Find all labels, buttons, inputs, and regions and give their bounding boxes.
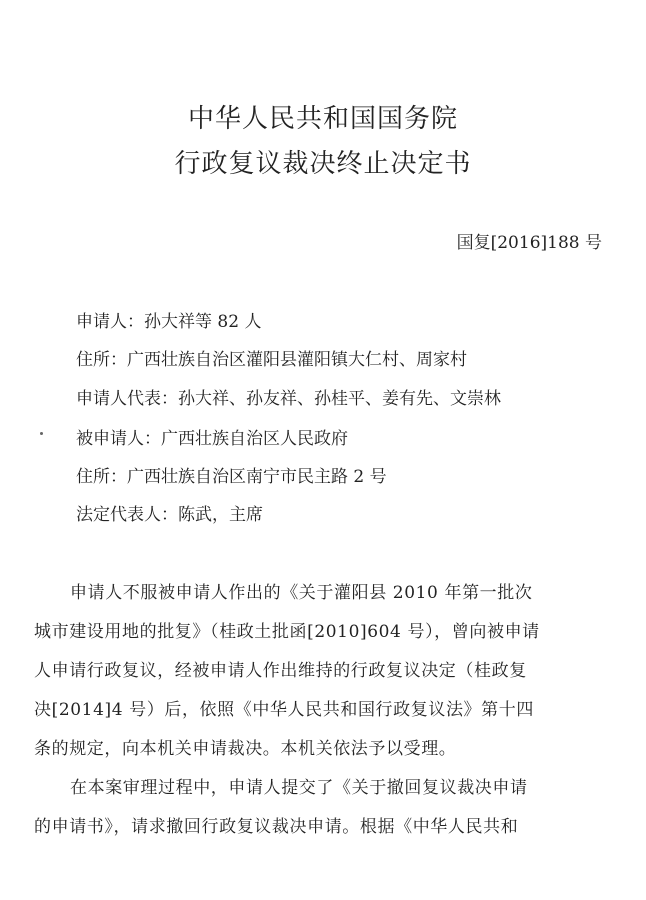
document-title-line2: 行政复议裁决终止决定书 — [174, 149, 472, 179]
paragraph-line: 城市建设用地的批复》（桂政土批函[2010]604 号），曾向被申请 — [34, 622, 540, 642]
paragraph-line: 申请人不服被申请人作出的《关于灌阳县 2010 年第一批次 — [70, 583, 533, 603]
paragraph-line: 的申请书》，请求撤回行政复议裁决申请。根据《中华人民共和 — [34, 817, 519, 837]
applicant-representative-line: 申请人代表：孙大祥、孙友祥、孙桂平、姜有先、文崇林 — [76, 389, 501, 409]
scan-speck — [40, 432, 43, 435]
applicant-line: 申请人：孙大祥等 82 人 — [76, 312, 262, 332]
legal-representative-line: 法定代表人：陈武，主席 — [76, 505, 263, 525]
paragraph-line: 条的规定，向本机关申请裁决。本机关依法予以受理。 — [34, 739, 457, 759]
paragraph-line: 在本案审理过程中，申请人提交了《关于撤回复议裁决申请 — [70, 778, 528, 798]
respondent-line: 被申请人：广西壮族自治区人民政府 — [76, 429, 348, 449]
paragraph-line: 人申请行政复议，经被申请人作出维持的行政复议决定（桂政复 — [34, 661, 527, 681]
applicant-address-line: 住所：广西壮族自治区灌阳县灌阳镇大仁村、周家村 — [76, 350, 467, 370]
document-title-line1: 中华人民共和国国务院 — [187, 104, 458, 134]
respondent-address-line: 住所：广西壮族自治区南宁市民主路 2 号 — [76, 467, 387, 487]
document-number: 国复[2016]188 号 — [456, 233, 602, 253]
paragraph-line: 决[2014]4 号）后，依照《中华人民共和国行政复议法》第十四 — [34, 700, 534, 720]
